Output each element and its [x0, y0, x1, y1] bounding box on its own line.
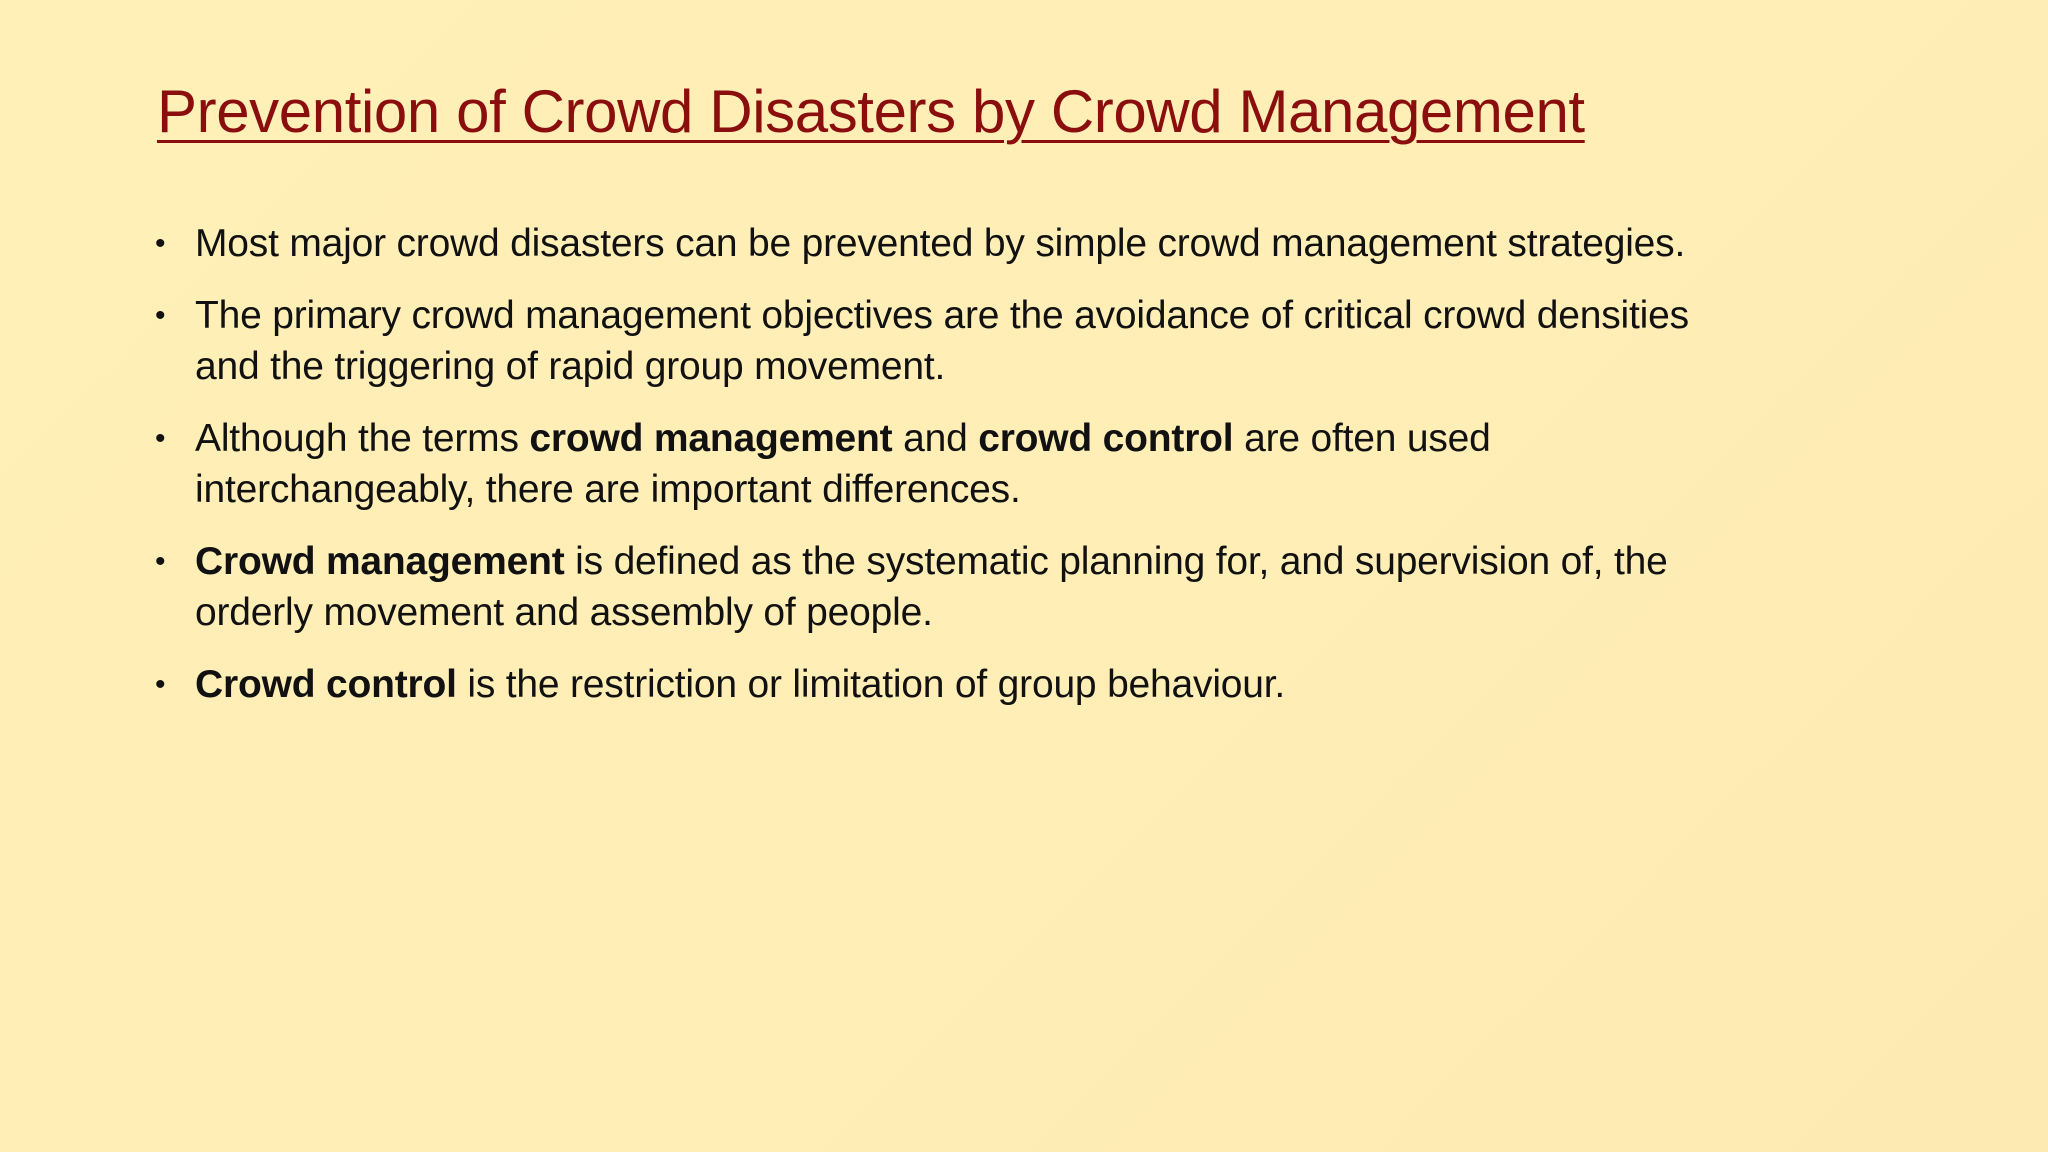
bullet-icon: •	[155, 299, 166, 332]
bullet-text-line-2: interchangeably, there are important differences.	[195, 468, 1021, 511]
bullet-text-part: is defined as the systematic planning for, and supervision of, the	[564, 540, 1668, 583]
bullet-icon: •	[155, 545, 166, 578]
bullet-item-3	[155, 413, 1955, 515]
bullet-text: Most major crowd disasters can be prevented by simple crowd management strategies.	[195, 222, 1686, 265]
bullet-text-part: is the restriction or limitation of group behaviour.	[456, 663, 1286, 706]
bullet-item-4	[155, 536, 1955, 638]
bullet-text-line-2: orderly movement and assembly of people.	[195, 591, 933, 634]
bullet-icon: •	[155, 668, 166, 701]
bullet-item-1	[155, 218, 1955, 269]
bullet-icon: •	[155, 422, 166, 455]
bullet-list	[155, 218, 1955, 731]
bullet-item-2	[155, 290, 1955, 392]
slide-title: Prevention of Crowd Disasters by Crowd Management	[157, 78, 1585, 145]
bullet-text-line-1: The primary crowd management objectives are the avoidance of critical crowd densities	[195, 294, 1689, 337]
bullet-item-5	[155, 659, 1955, 710]
bold-term-crowd-management: crowd management	[529, 417, 893, 460]
bullet-icon: •	[155, 227, 166, 260]
bullet-text-part: Although the terms	[195, 417, 530, 460]
bold-term-crowd-control: crowd control	[978, 417, 1234, 460]
bold-term-crowd-management: Crowd management	[195, 540, 565, 583]
bullet-text-line-2: and the triggering of rapid group movement.	[195, 345, 946, 388]
bold-term-crowd-control: Crowd control	[195, 663, 457, 706]
bullet-text-part: and	[892, 417, 979, 460]
bullet-text-part: are often used	[1233, 417, 1491, 460]
